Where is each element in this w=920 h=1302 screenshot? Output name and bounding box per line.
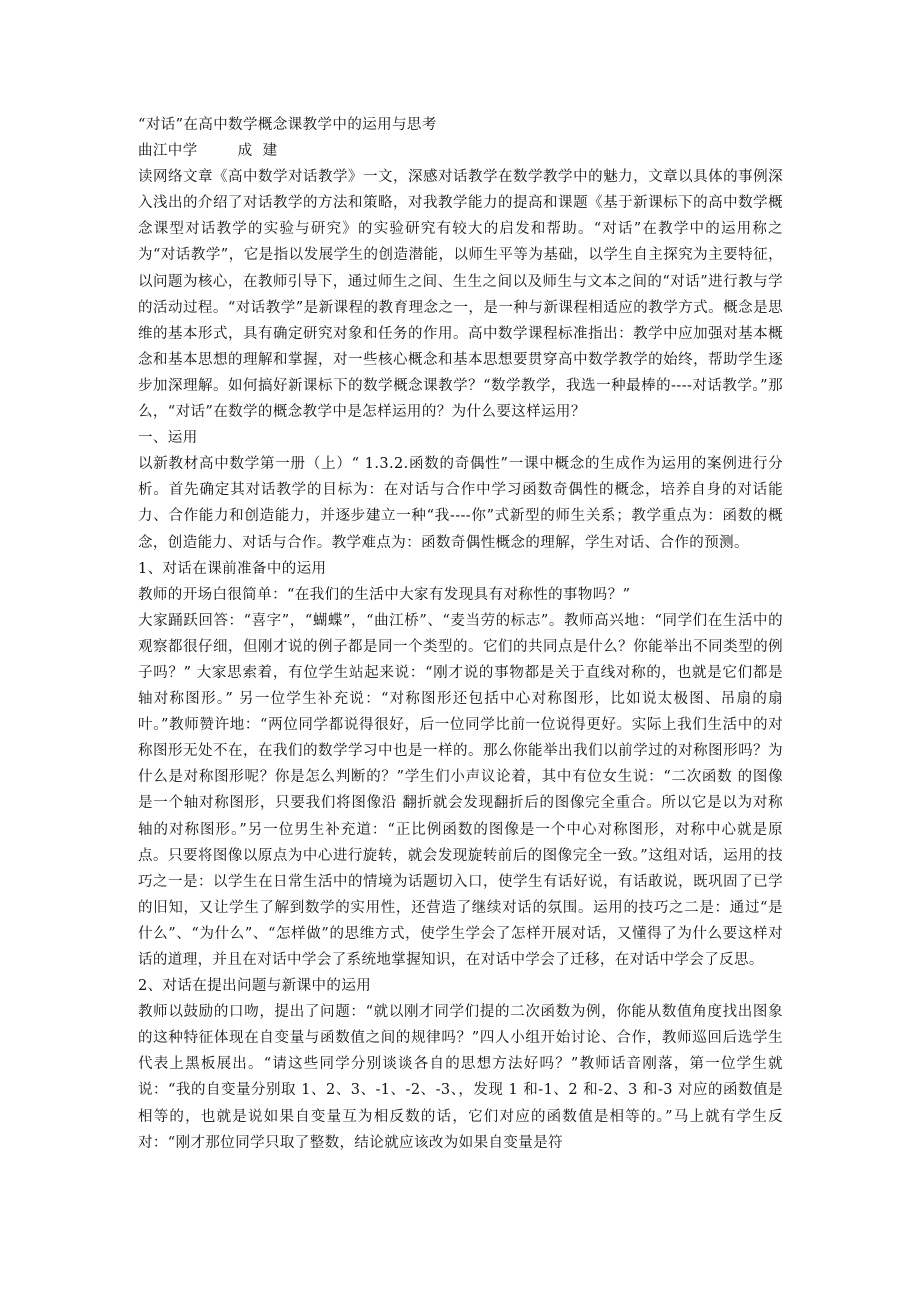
- intro-paragraph: 读网络文章《高中数学对话教学》一文，深感对话教学在数学教学中的魅力，文章以具体的事例深入浅出的介绍了对话教学的方法和策略，对我教学能力的提高和课题《基于新课标下的高中数学概念课型对话教学的实验与研究》的实验研究有较大的启发和帮助。“对话”在教学中的运用称之为“对话教学”，它是指以发展学生的创造潜能，以师生平等为基础，以学生自主探究为主要特征，以问题为核心，在教师引导下，通过师生之间、生生之间以及师生与文本之间的“对话”进行教与学的活动过程。“对话教学”是新课程的教育理念之一，是一种与新课程相适应的教学方式。概念是思维的基本形式，具有确定研究对象和任务的作用。高中数学课程标准指出：教学中应加强对基本概念和基本思想的理解和掌握，对一些核心概念和基本思想要贯穿高中数学教学的始终，帮助学生逐步加深理解。如何搞好新课标下的数学概念课教学？“数学教学，我选一种最棒的----对话教学。”那么，“对话”在数学的概念教学中是怎样运用的？为什么要这样运用？: [138, 169, 783, 421]
- question-paragraph: 教师以鼓励的口吻，提出了问题：“就以刚才同学们提的二次函数为例，你能从数值角度找出图象的这种特征体现在自变量与函数值之间的规律吗？”四人小组开始讨论、合作，教师巡回后选学生代表上黑板展出。“请这些同学分别谈谈各自的思想方法好吗？”教师话音刚落，第一位学生就说：“我的自变量分别取 1、2、3、-1、-2、-3、，发现 1 和-1、2 和-2、3 和-3 对应的函数值是相等的，也就是说如果自变量互为相反数的话，它们对应的函数值是相等的。”马上就有学生反对：“刚才那位同学只取了整数，结论就应该改为如果自变量是符: [138, 1004, 783, 1151]
- document-byline: 曲江中学 成 建: [138, 143, 278, 160]
- section-heading-application: 一、运用: [138, 430, 198, 447]
- document-page: [138, 112, 783, 1156]
- document-title: “对话”在高中数学概念课教学中的运用与思考: [138, 117, 437, 133]
- teacher-opening-paragraph: 教师的开场白很简单：“在我们的生活中大家有发现具有对称性的事物吗？”: [138, 586, 631, 603]
- subsection-heading-1: 1、对话在课前准备中的运用: [138, 560, 327, 577]
- case-paragraph: 以新教材高中数学第一册（上）“ 1.3.2.函数的奇偶性”一课中概念的生成作为运用的案例进行分析。首先确定其对话教学的目标为：在对话与合作中学习函数奇偶性的概念，培养自身的对话能力、合作能力和创造能力，并逐步建立一种“我----你”式新型的师生关系；教学重点为：函数的概念，创造能力、对话与合作。教学难点为：函数奇偶性概念的理解，学生对话、合作的预测。: [138, 456, 783, 551]
- subsection-heading-2: 2、对话在提出问题与新课中的运用: [138, 978, 372, 995]
- dialogue-paragraph: 大家踊跃回答：“喜字”，“蝴蝶”，“曲江桥”、“麦当劳的标志”。教师高兴地：“同学们在生活中的观察都很仔细，但刚才说的例子都是同一个类型的。它们的共同点是什么？你能举出不同类型的例子吗？” 大家思索着，有位学生站起来说：“刚才说的事物都是关于直线对称的，也就是它们都是轴对称图形。” 另一位学生补充说：“对称图形还包括中心对称图形，比如说太极图、吊扇的扇叶。”教师赞许地：“两位同学都说得很好，后一位同学比前一位说得更好。实际上我们生活中的对称图形无处不在，在我们的数学学习中也是一样的。那么你能举出我们以前学过的对称图形吗？为什么是对称图形呢？你是怎么判断的？”学生们小声议论着，其中有位女生说：“二次函数 的图像是一个轴对称图形，只要我们将图像沿 翻折就会发现翻折后的图像完全重合。所以它是以为对称轴的对称图形。”另一位男生补充道：“正比例函数的图像是一个中心对称图形，对称中心就是原点。只要将图像以原点为中心进行旋转，就会发现旋转前后的图像完全一致。”这组对话，运用的技巧之一是：以学生在日常生活中的情境为话题切入口，使学生有话好说，有话敢说，既巩固了已学的旧知，又让学生了解到数学的实用性，还营造了继续对话的氛围。运用的技巧之二是：通过“是什么”、“为什么”、“怎样做”的思维方式，使学生学会了怎样开展对话，又懂得了为什么要这样对话的道理，并且在对话中学会了系统地掌握知识，在对话中学会了迁移，在对话中学会了反思。: [138, 612, 783, 968]
